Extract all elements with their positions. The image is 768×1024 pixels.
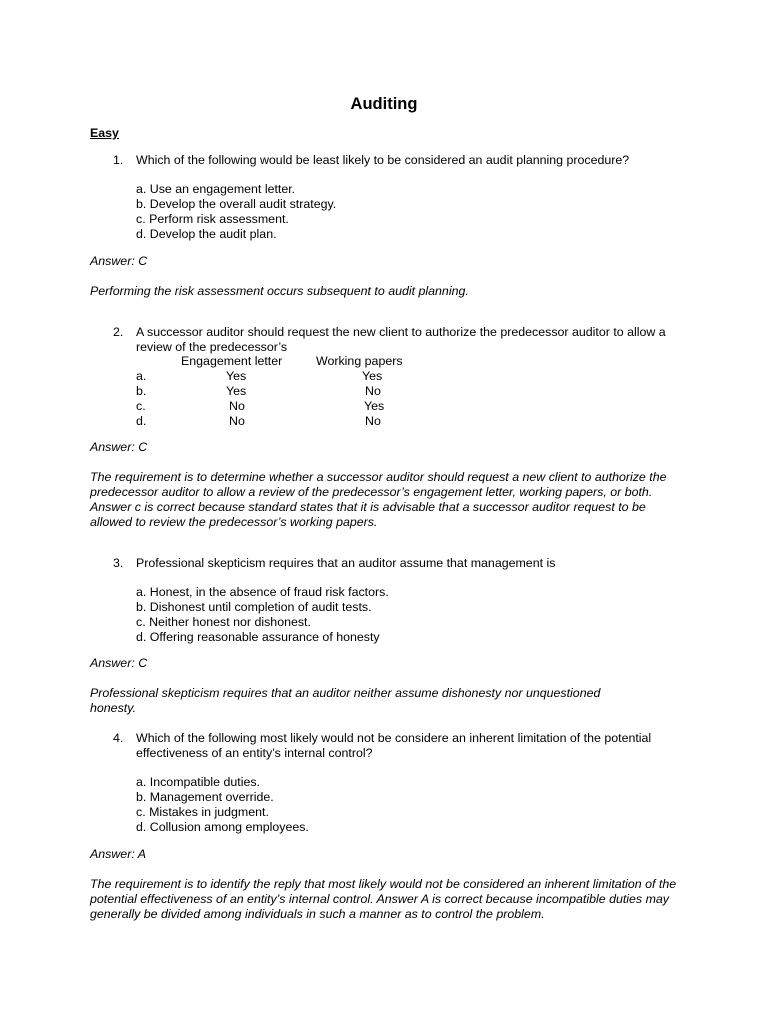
- row-engagement-letter-value: No: [229, 414, 245, 428]
- question-2-text: A successor auditor should request the new client to authorize the predecessor auditor to allow a review of the predecessor’s: [136, 325, 666, 354]
- table-header-working-papers: Working papers: [316, 354, 403, 368]
- question-2-answer: Answer: C: [90, 440, 148, 454]
- row-label: a.: [136, 369, 147, 383]
- question-3-number: 3.: [113, 556, 124, 570]
- option-a: a. Honest, in the absence of fraud risk factors.: [136, 585, 389, 599]
- row-engagement-letter-value: Yes: [226, 384, 247, 398]
- row-label: c.: [136, 399, 146, 413]
- page-title: Auditing: [350, 95, 418, 113]
- question-1-options: [136, 182, 336, 242]
- question-1-explanation: Performing the risk assessment occurs subsequent to audit planning.: [90, 284, 469, 298]
- row-working-papers-value: Yes: [364, 399, 385, 413]
- row-label: d.: [136, 414, 147, 428]
- question-4-text: Which of the following most likely would not be considere an inherent limitation of the potential effectiveness of an entity’s internal control?: [136, 731, 652, 760]
- option-b: b. Dishonest until completion of audit tests.: [136, 600, 372, 614]
- question-3-explanation: Professional skepticism requires that an auditor neither assume dishonesty nor unquestioned honesty.: [90, 686, 601, 715]
- row-working-papers-value: Yes: [362, 369, 383, 383]
- question-4-explanation: The requirement is to identify the reply that most likely would not be considered an inherent limitation of the potential effectiveness of an entity’s internal control. Answer A is correct because incompatible duties may generally be divided among individuals in such a manner as to control the problem.: [90, 877, 677, 921]
- question-1-text: Which of the following would be least likely to be considered an audit planning procedure?: [136, 153, 630, 167]
- row-engagement-letter-value: Yes: [226, 369, 247, 383]
- row-working-papers-value: No: [365, 384, 381, 398]
- option-d: d. Collusion among employees.: [136, 820, 309, 834]
- question-2-explanation: The requirement is to determine whether a successor auditor should request a new client to authorize the predecessor auditor to allow a review of the predecessor’s engagement letter, working papers, or both. Answer c is correct because standard states that it is advisable that a successor auditor request to be allowed to review the predecessor’s working papers.: [90, 470, 667, 529]
- question-1-answer: Answer: C: [90, 254, 148, 268]
- question-4-number: 4.: [113, 731, 124, 745]
- row-engagement-letter-value: No: [229, 399, 245, 413]
- row-working-papers-value: No: [365, 414, 381, 428]
- option-b: b. Develop the overall audit strategy.: [136, 197, 337, 211]
- option-c: c. Mistakes in judgment.: [136, 805, 269, 819]
- row-label: b.: [136, 384, 147, 398]
- table-header-engagement-letter: Engagement letter: [181, 354, 283, 368]
- question-4-options: [136, 775, 309, 835]
- option-a: a. Use an engagement letter.: [136, 182, 296, 196]
- question-3-options: [136, 585, 389, 645]
- question-3-answer: Answer: C: [90, 656, 148, 670]
- question-3-text: Professional skepticism requires that an auditor assume that management is: [136, 556, 556, 570]
- option-b: b. Management override.: [136, 790, 274, 804]
- option-d: d. Develop the audit plan.: [136, 227, 277, 241]
- question-1-number: 1.: [113, 153, 124, 167]
- option-c: c. Perform risk assessment.: [136, 212, 289, 226]
- option-c: c. Neither honest nor dishonest.: [136, 615, 311, 629]
- option-d: d. Offering reasonable assurance of honesty: [136, 630, 380, 644]
- question-4-answer: Answer: A: [90, 847, 147, 861]
- question-2-number: 2.: [113, 325, 124, 339]
- section-heading-easy: Easy: [90, 126, 119, 140]
- option-a: a. Incompatible duties.: [136, 775, 260, 789]
